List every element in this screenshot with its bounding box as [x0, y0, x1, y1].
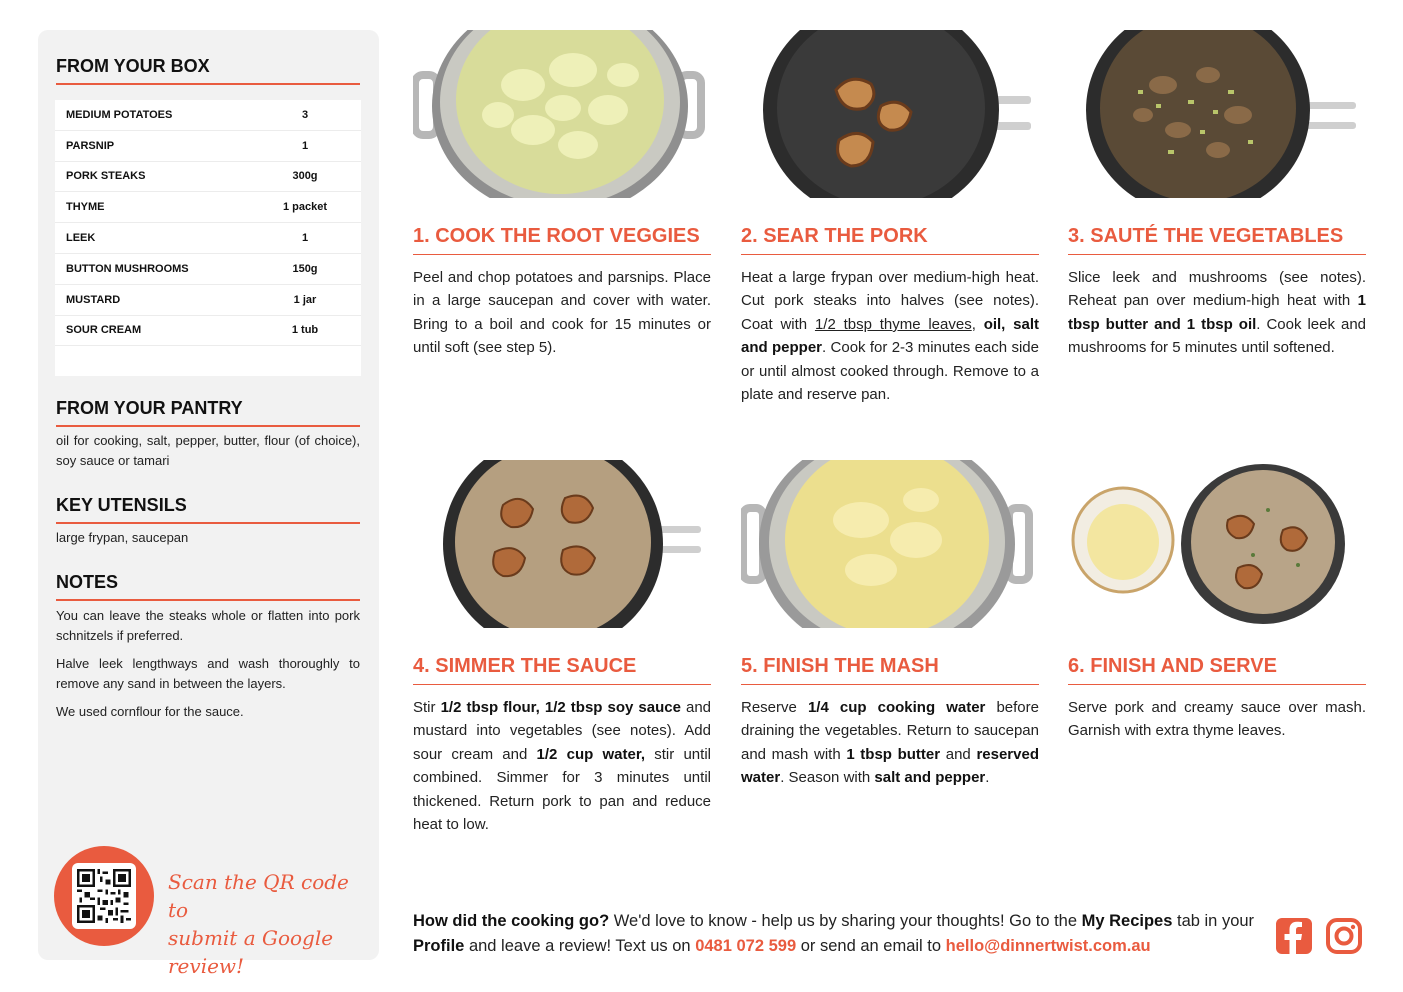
step-2-photo	[741, 30, 1039, 198]
table-row	[55, 192, 361, 223]
step-4-body	[413, 696, 711, 836]
table-row	[55, 131, 361, 162]
notes-heading: NOTES	[56, 572, 360, 601]
table-row	[55, 285, 361, 316]
ingredient-qty: 1 tub	[291, 324, 319, 337]
ingredient-name: THYME	[66, 201, 105, 214]
step-3-body	[1068, 266, 1366, 360]
footer-text: tab in your	[1172, 912, 1255, 930]
ingredient-qty: 1 packet	[282, 201, 328, 214]
step-text: . Cook leek and mushrooms for 5 minutes until softened.	[1068, 315, 1367, 357]
bold-ingredient: 1/2 tbsp flour, 1/2 tbsp soy sauce	[440, 699, 681, 716]
instagram-icon[interactable]	[1325, 917, 1363, 955]
ingredient-qty: 1	[301, 232, 309, 245]
step-text: . Cook for 2-3 minutes each side or until almost cooked through. Remove to a plate and reserve pan.	[741, 339, 1039, 404]
step-4-photo	[413, 460, 711, 628]
footer-text: and leave a review! Text us on	[464, 937, 696, 955]
table-row	[55, 100, 361, 131]
utensils-text: large frypan, saucepan	[56, 530, 189, 545]
email-link[interactable]: hello@dinnertwist.com.au	[945, 937, 1151, 955]
footer-text: We'd love to know - help us by sharing your thoughts! Go to the	[609, 912, 1082, 930]
qr-badge	[54, 846, 154, 946]
ingredient-qty: 300g	[292, 170, 318, 183]
underlined-ingredient: 1/2 tbsp thyme leaves	[814, 315, 972, 333]
step-5-body	[741, 696, 1039, 790]
step-3-photo	[1068, 30, 1366, 198]
step-2-body	[741, 266, 1039, 406]
step-3-title: 3. SAUTÉ THE VEGETABLES	[1068, 225, 1366, 255]
ingredient-qty: 1	[301, 139, 309, 152]
step-text: stir until combined. Simmer for 3 minutes until thickened. Return pork to pan and reduce heat to low.	[413, 745, 711, 834]
step-6-title: 6. FINISH AND SERVE	[1068, 655, 1366, 685]
step-text: . Season with	[780, 769, 875, 787]
step-1-body	[413, 266, 711, 360]
profile-link[interactable]: Profile	[413, 937, 465, 955]
bold-ingredient: 1/2 cup water,	[536, 745, 646, 763]
table-row	[55, 254, 361, 285]
qr-caption-line: Scan the QR code to	[168, 870, 349, 922]
from-your-box-heading: FROM YOUR BOX	[56, 56, 360, 85]
my-recipes-link[interactable]: My Recipes	[1081, 912, 1173, 930]
ingredient-name: MUSTARD	[66, 293, 121, 306]
step-text: Reserve	[741, 699, 808, 716]
phone-link[interactable]: 0481 072 599	[695, 937, 797, 955]
step-4-title: 4. SIMMER THE SAUCE	[413, 655, 711, 685]
qr-caption	[168, 868, 368, 980]
step-text: and	[940, 745, 977, 763]
step-1-photo	[413, 30, 711, 198]
qr-code-icon[interactable]	[72, 863, 136, 929]
facebook-icon[interactable]	[1275, 917, 1313, 955]
bold-ingredient: 1 tbsp butter and 1 tbsp oil	[1068, 292, 1366, 333]
ingredient-name: LEEK	[66, 232, 96, 245]
step-6-body	[1068, 696, 1366, 743]
qr-caption-line: submit a Google review!	[168, 926, 334, 978]
step-5-photo	[741, 460, 1039, 628]
ingredient-qty: 1 jar	[293, 293, 317, 306]
pantry-text: oil for cooking, salt, pepper, butter, flour (of choice), soy sauce or tamari	[56, 433, 360, 468]
step-text: Heat a large frypan over medium-high heat. Cut pork steaks into halves (see notes). Coat with	[741, 269, 1039, 333]
ingredient-name: PORK STEAKS	[66, 170, 146, 183]
key-utensils-heading: KEY UTENSILS	[56, 495, 360, 524]
step-5-title: 5. FINISH THE MASH	[741, 655, 1039, 685]
from-your-pantry-heading: FROM YOUR PANTRY	[56, 398, 360, 427]
bold-ingredient: salt and pepper	[874, 769, 986, 787]
footer-text: or send an email to	[796, 937, 946, 955]
ingredient-qty: 150g	[292, 262, 318, 275]
ingredients-table	[55, 100, 361, 376]
ingredient-name: BUTTON MUSHROOMS	[66, 262, 189, 275]
footer-question: How did the cooking go?	[413, 912, 610, 930]
note-item: Halve leek lengthways and wash thoroughly to remove any sand in between the layers.	[56, 656, 360, 691]
bold-ingredient: reserved water	[741, 745, 1039, 787]
review-footer	[413, 909, 1263, 959]
step-text: .	[985, 769, 990, 787]
step-text: Stir	[413, 699, 441, 716]
step-text: Slice leek and mushrooms (see notes). Reheat pan over medium-high heat with	[1068, 269, 1366, 310]
ingredient-name: MEDIUM POTATOES	[66, 108, 173, 121]
ingredients-sidebar	[38, 30, 379, 978]
bold-ingredient: 1 tbsp butter	[846, 745, 941, 763]
table-row	[55, 316, 361, 347]
note-item: We used cornflour for the sauce.	[56, 704, 244, 719]
step-text: before draining the vegetables. Return to saucepan and mash with	[741, 699, 1039, 763]
table-row	[55, 162, 361, 193]
step-text: ,	[971, 315, 984, 333]
step-1-title: 1. COOK THE ROOT VEGGIES	[413, 225, 711, 255]
ingredient-qty: 3	[301, 108, 309, 121]
bold-ingredient: oil, salt and pepper	[741, 315, 1039, 357]
step-2-title: 2. SEAR THE PORK	[741, 225, 1039, 255]
table-row	[55, 223, 361, 254]
bold-ingredient: 1/4 cup cooking water	[807, 699, 986, 716]
step-6-photo	[1068, 460, 1366, 628]
ingredient-name: PARSNIP	[66, 139, 115, 152]
step-text: and mustard into vegetables (see notes). Add sour cream and	[413, 699, 712, 763]
step-text: Peel and chop potatoes and parsnips. Place in a large saucepan and cover with water. Bring to a boil and cook for 15 minutes or until soft (see step 5).	[413, 269, 711, 357]
ingredient-name: SOUR CREAM	[66, 324, 142, 337]
step-text: Serve pork and creamy sauce over mash. Garnish with extra thyme leaves.	[1068, 699, 1366, 740]
note-item: You can leave the steaks whole or flatten into pork schnitzels if preferred.	[56, 608, 360, 643]
